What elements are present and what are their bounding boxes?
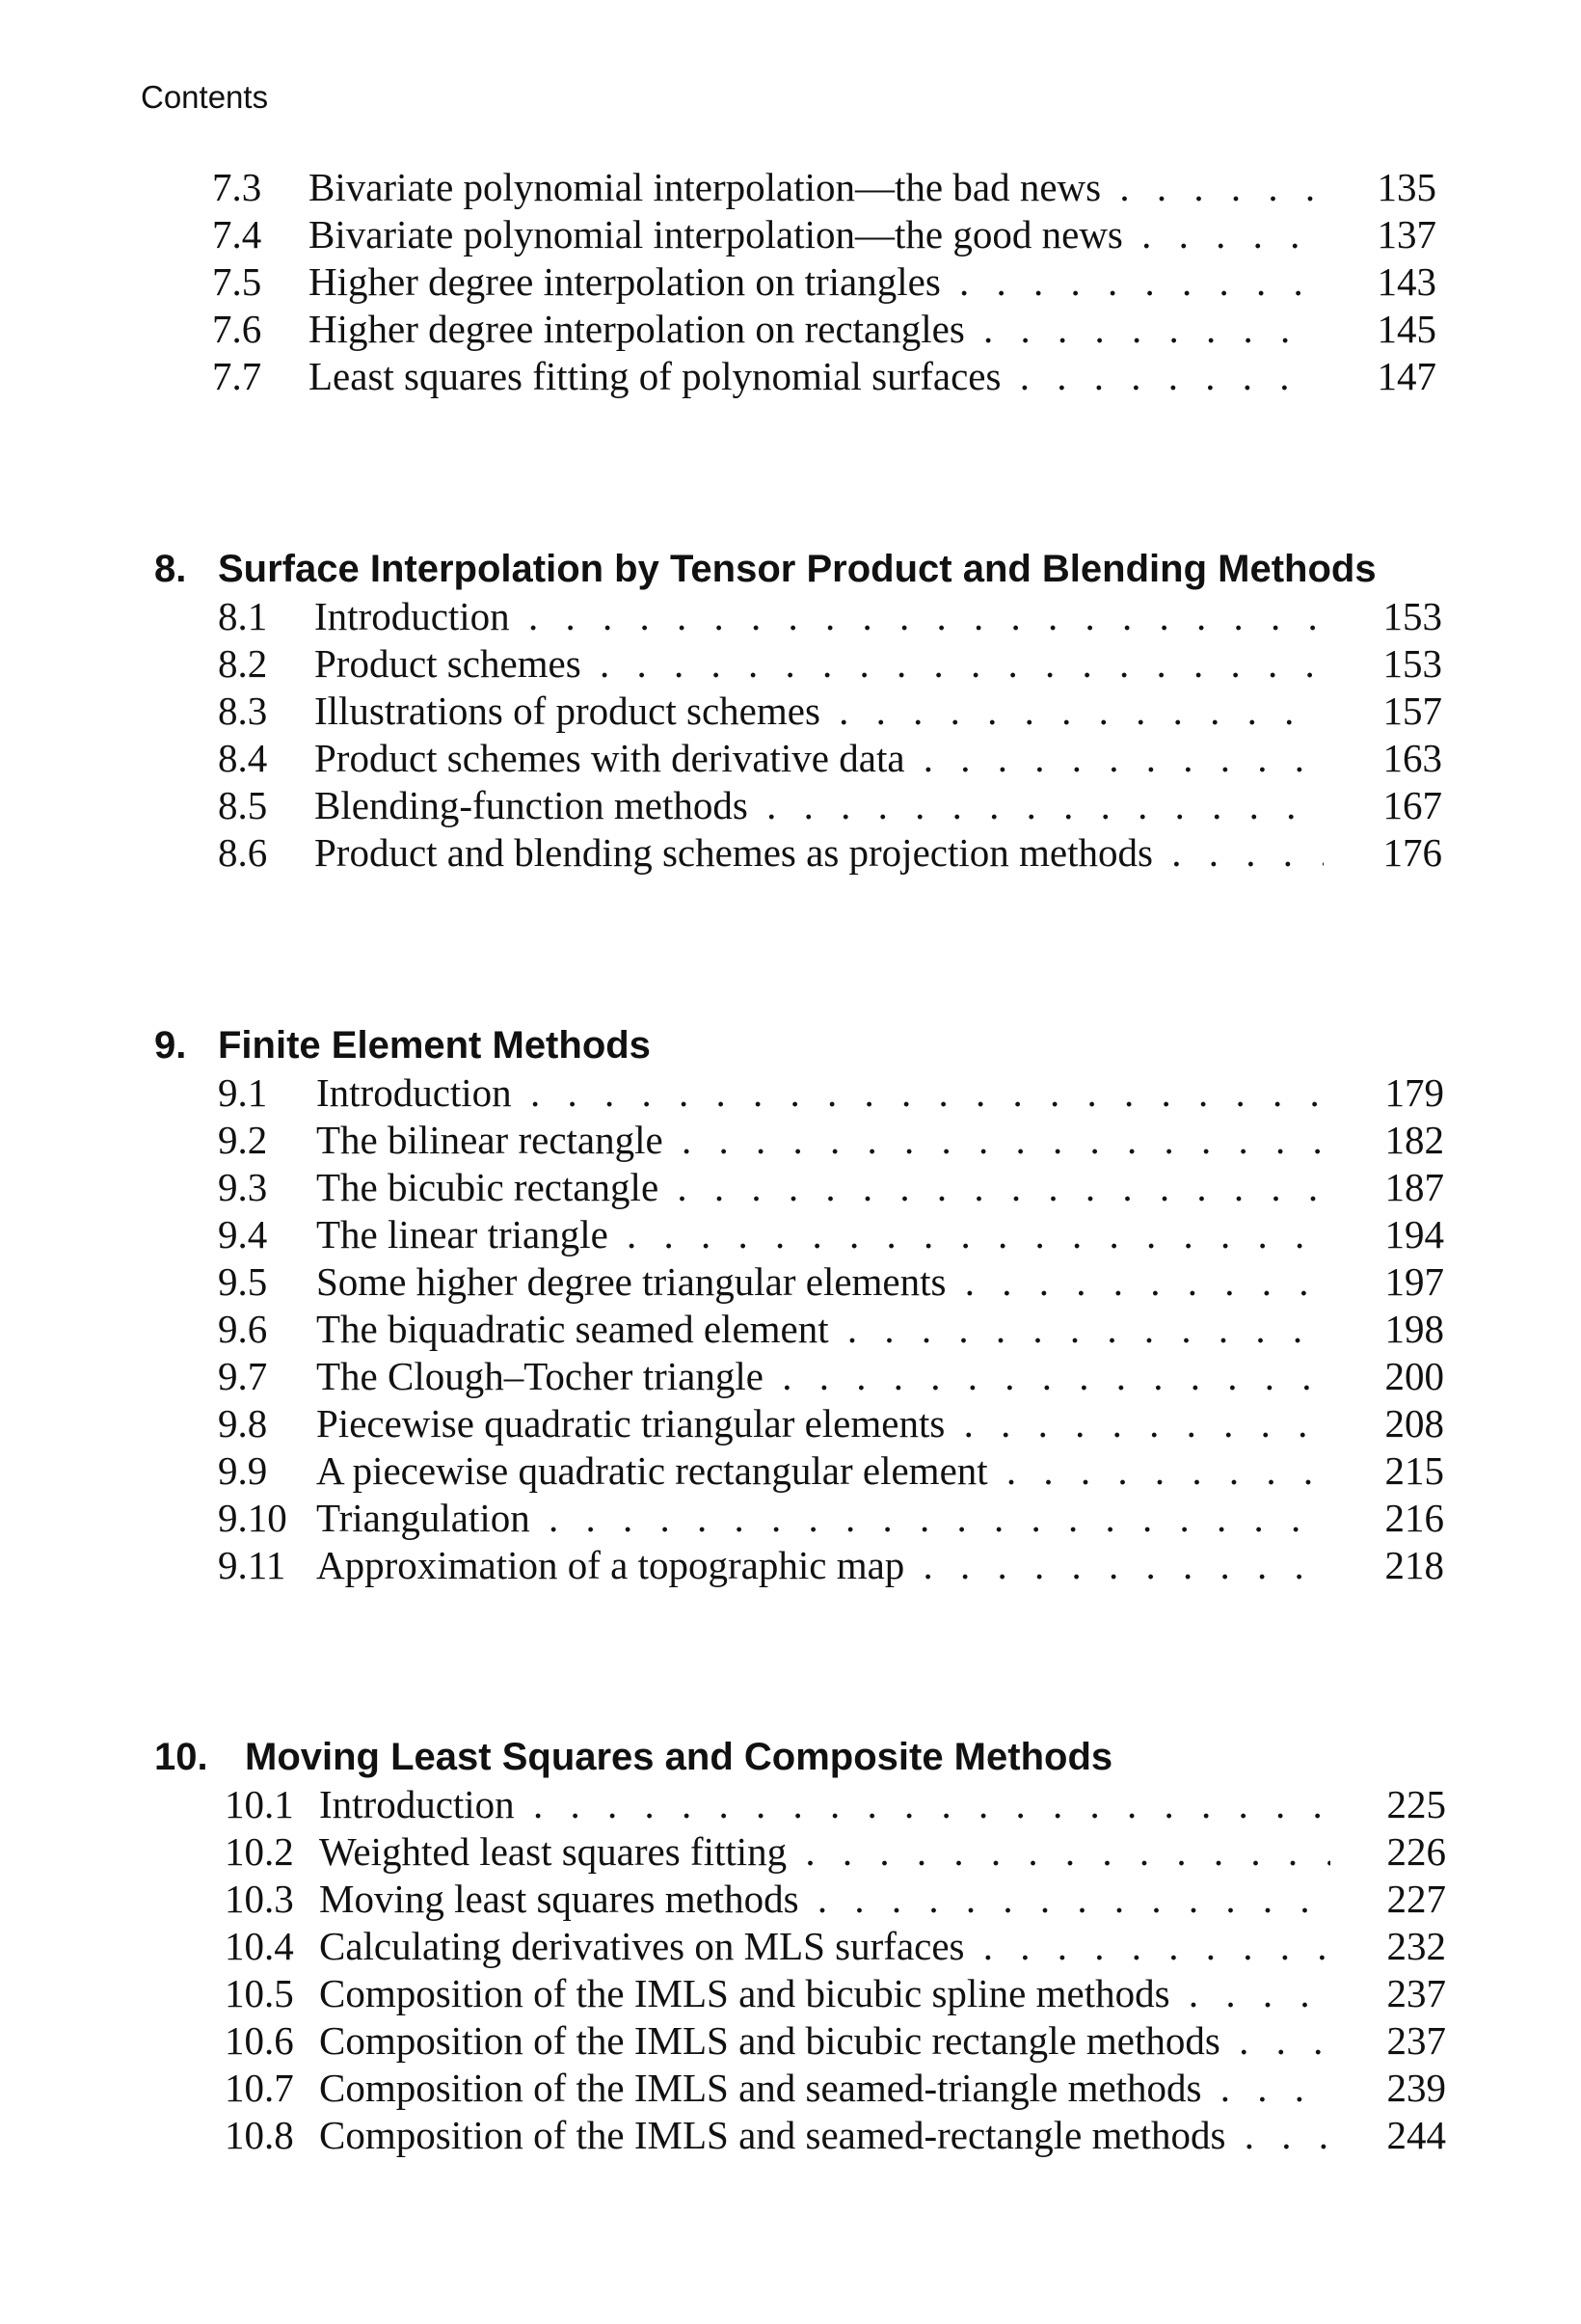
entry-title: Composition of the IMLS and seamed-triangle methods . . . — [319, 2065, 1330, 2112]
entry-title: Product and blending schemes as projection methods . . . — [314, 829, 1324, 877]
toc-entry[interactable] — [218, 640, 1442, 688]
toc-entry[interactable] — [218, 688, 1442, 735]
entry-number: 9.4 — [218, 1212, 268, 1257]
toc-entry[interactable] — [212, 164, 1436, 211]
entry-page: 163 — [1382, 736, 1442, 780]
entry-title: Introduction . . . — [314, 593, 1324, 640]
toc-entry[interactable] — [218, 829, 1442, 877]
entry-page: 208 — [1384, 1401, 1444, 1446]
entry-number: 10.3 — [225, 1877, 294, 1921]
toc-entry[interactable] — [218, 1211, 1444, 1258]
entry-number: 9.10 — [218, 1496, 287, 1540]
entry-title: Piecewise quadratic triangular elements . . . — [316, 1400, 1326, 1447]
entry-page: 197 — [1384, 1259, 1444, 1304]
entry-number: 9.2 — [218, 1118, 268, 1162]
entry-title: Triangulation . . . — [316, 1495, 1326, 1542]
entry-title: Approximation of a topographic map . . . — [316, 1542, 1326, 1589]
entry-number: 9.11 — [218, 1543, 286, 1587]
entry-number: 10.5 — [225, 1971, 294, 2015]
entry-title: Composition of the IMLS and seamed-rectangle methods . . . — [319, 2112, 1330, 2159]
entry-page: 227 — [1386, 1877, 1446, 1921]
toc-entry[interactable] — [218, 1164, 1444, 1211]
entry-number: 8.3 — [218, 689, 268, 733]
entry-page: 153 — [1382, 641, 1442, 686]
entry-title: Bivariate polynomial interpolation—the bad news . . . — [308, 164, 1318, 211]
chapter-title: Finite Element Methods — [218, 1024, 651, 1067]
entry-title: Higher degree interpolation on triangles . . . — [308, 258, 1318, 306]
entry-page: 237 — [1386, 1971, 1446, 2015]
toc-entry[interactable] — [218, 1069, 1444, 1117]
entry-title: The bicubic rectangle . . . — [316, 1164, 1326, 1211]
entry-number: 10.1 — [225, 1782, 294, 1826]
entry-page: 157 — [1382, 689, 1442, 733]
entry-page: 244 — [1386, 2113, 1446, 2157]
entry-title: The biquadratic seamed element . . . — [316, 1306, 1326, 1353]
toc-entry[interactable] — [218, 1542, 1444, 1589]
toc-entry[interactable] — [225, 2017, 1446, 2065]
chapter-number: 9. — [154, 1024, 187, 1067]
toc-entry[interactable] — [225, 1876, 1446, 1923]
entry-page: 239 — [1386, 2066, 1446, 2110]
entry-number: 10.7 — [225, 2066, 294, 2110]
entry-page: 218 — [1384, 1543, 1444, 1587]
entry-number: 9.8 — [218, 1401, 268, 1446]
entry-title: Product schemes . . . — [314, 640, 1324, 688]
entry-page: 225 — [1386, 1782, 1446, 1826]
entry-title: The Clough–Tocher triangle . . . — [316, 1353, 1326, 1400]
entry-title: Some higher degree triangular elements . . . — [316, 1258, 1326, 1306]
entry-page: 147 — [1377, 354, 1436, 398]
entry-title: A piecewise quadratic rectangular element . . . — [316, 1447, 1326, 1495]
toc-entry[interactable] — [225, 1828, 1446, 1876]
entry-title: Illustrations of product schemes . . . — [314, 688, 1324, 735]
entry-title: Higher degree interpolation on rectangles . . . — [308, 306, 1318, 353]
entry-title: The linear triangle . . . — [316, 1211, 1326, 1258]
toc-entry[interactable] — [225, 2065, 1446, 2112]
entry-title: Calculating derivatives on MLS surfaces . . . — [319, 1923, 1330, 1970]
entry-title: Composition of the IMLS and bicubic spline methods . . . — [319, 1970, 1330, 2017]
entry-number: 8.5 — [218, 783, 268, 827]
entry-page: 153 — [1382, 594, 1442, 638]
entry-title: Least squares fitting of polynomial surfaces . . . — [308, 353, 1318, 400]
entry-number: 10.2 — [225, 1829, 294, 1874]
toc-entry[interactable] — [218, 1400, 1444, 1447]
entry-page: 194 — [1384, 1212, 1444, 1257]
toc-entry[interactable] — [212, 306, 1436, 353]
entry-number: 7.4 — [212, 212, 262, 257]
running-head: Contents — [141, 79, 269, 115]
entry-page: 176 — [1382, 830, 1442, 875]
entry-title: Blending-function methods . . . — [314, 782, 1324, 829]
toc-entry[interactable] — [225, 1781, 1446, 1828]
entry-title: Moving least squares methods . . . — [319, 1876, 1330, 1923]
toc-entry[interactable] — [218, 1495, 1444, 1542]
toc-entry[interactable] — [212, 353, 1436, 400]
entry-page: 167 — [1382, 783, 1442, 827]
toc-entry[interactable] — [212, 211, 1436, 258]
toc-entry[interactable] — [218, 782, 1442, 829]
entry-page: 137 — [1377, 212, 1436, 257]
entry-number: 9.6 — [218, 1307, 268, 1351]
entry-number: 9.3 — [218, 1165, 268, 1209]
entry-page: 145 — [1377, 307, 1436, 351]
entry-page: 215 — [1384, 1448, 1444, 1493]
chapter-title: Surface Interpolation by Tensor Product and Blending Methods — [218, 548, 1377, 590]
entry-page: 216 — [1384, 1496, 1444, 1540]
entry-number: 10.8 — [225, 2113, 294, 2157]
entry-page: 182 — [1384, 1118, 1444, 1162]
entry-number: 9.7 — [218, 1354, 268, 1398]
entry-page: 226 — [1386, 1829, 1446, 1874]
toc-entry[interactable] — [218, 1117, 1444, 1164]
entry-number: 9.9 — [218, 1448, 268, 1493]
entry-number: 9.5 — [218, 1259, 268, 1304]
toc-entry[interactable] — [218, 593, 1442, 640]
entry-title: Introduction . . . — [319, 1781, 1330, 1828]
entry-number: 8.2 — [218, 641, 268, 686]
entry-page: 179 — [1384, 1070, 1444, 1115]
entry-title: Introduction . . . — [316, 1069, 1326, 1117]
toc-entry[interactable] — [212, 258, 1436, 306]
entry-number: 9.1 — [218, 1070, 268, 1115]
entry-number: 7.7 — [212, 354, 262, 398]
toc-entry[interactable] — [218, 1306, 1444, 1353]
entry-page: 135 — [1377, 165, 1436, 209]
entry-title: Bivariate polynomial interpolation—the good news . . . — [308, 211, 1318, 258]
chapter-number: 10. — [154, 1736, 208, 1778]
entry-number: 10.6 — [225, 2018, 294, 2063]
entry-number: 7.5 — [212, 259, 262, 304]
entry-page: 237 — [1386, 2018, 1446, 2063]
entry-number: 7.6 — [212, 307, 262, 351]
toc-entry[interactable] — [218, 1258, 1444, 1306]
entry-number: 10.4 — [225, 1924, 294, 1968]
entry-title: Product schemes with derivative data . . . — [314, 735, 1324, 782]
entry-page: 198 — [1384, 1307, 1444, 1351]
toc-entry[interactable] — [218, 1447, 1444, 1495]
entry-page: 232 — [1386, 1924, 1446, 1968]
entry-title: Composition of the IMLS and bicubic rectangle methods . . . — [319, 2017, 1330, 2065]
toc-entry[interactable] — [225, 1970, 1446, 2017]
toc-entry[interactable] — [218, 1353, 1444, 1400]
entry-number: 8.4 — [218, 736, 268, 780]
entry-page: 200 — [1384, 1354, 1444, 1398]
entry-number: 8.6 — [218, 830, 268, 875]
entry-title: The bilinear rectangle . . . — [316, 1117, 1326, 1164]
chapter-number: 8. — [154, 548, 187, 590]
toc-entry[interactable] — [225, 2112, 1446, 2159]
toc-entry[interactable] — [225, 1923, 1446, 1970]
toc-entry[interactable] — [218, 735, 1442, 782]
entry-page: 143 — [1377, 259, 1436, 304]
entry-number: 8.1 — [218, 594, 268, 638]
chapter-title: Moving Least Squares and Composite Methods — [245, 1736, 1113, 1778]
entry-number: 7.3 — [212, 165, 262, 209]
entry-title: Weighted least squares fitting . . . — [319, 1828, 1330, 1876]
entry-page: 187 — [1384, 1165, 1444, 1209]
